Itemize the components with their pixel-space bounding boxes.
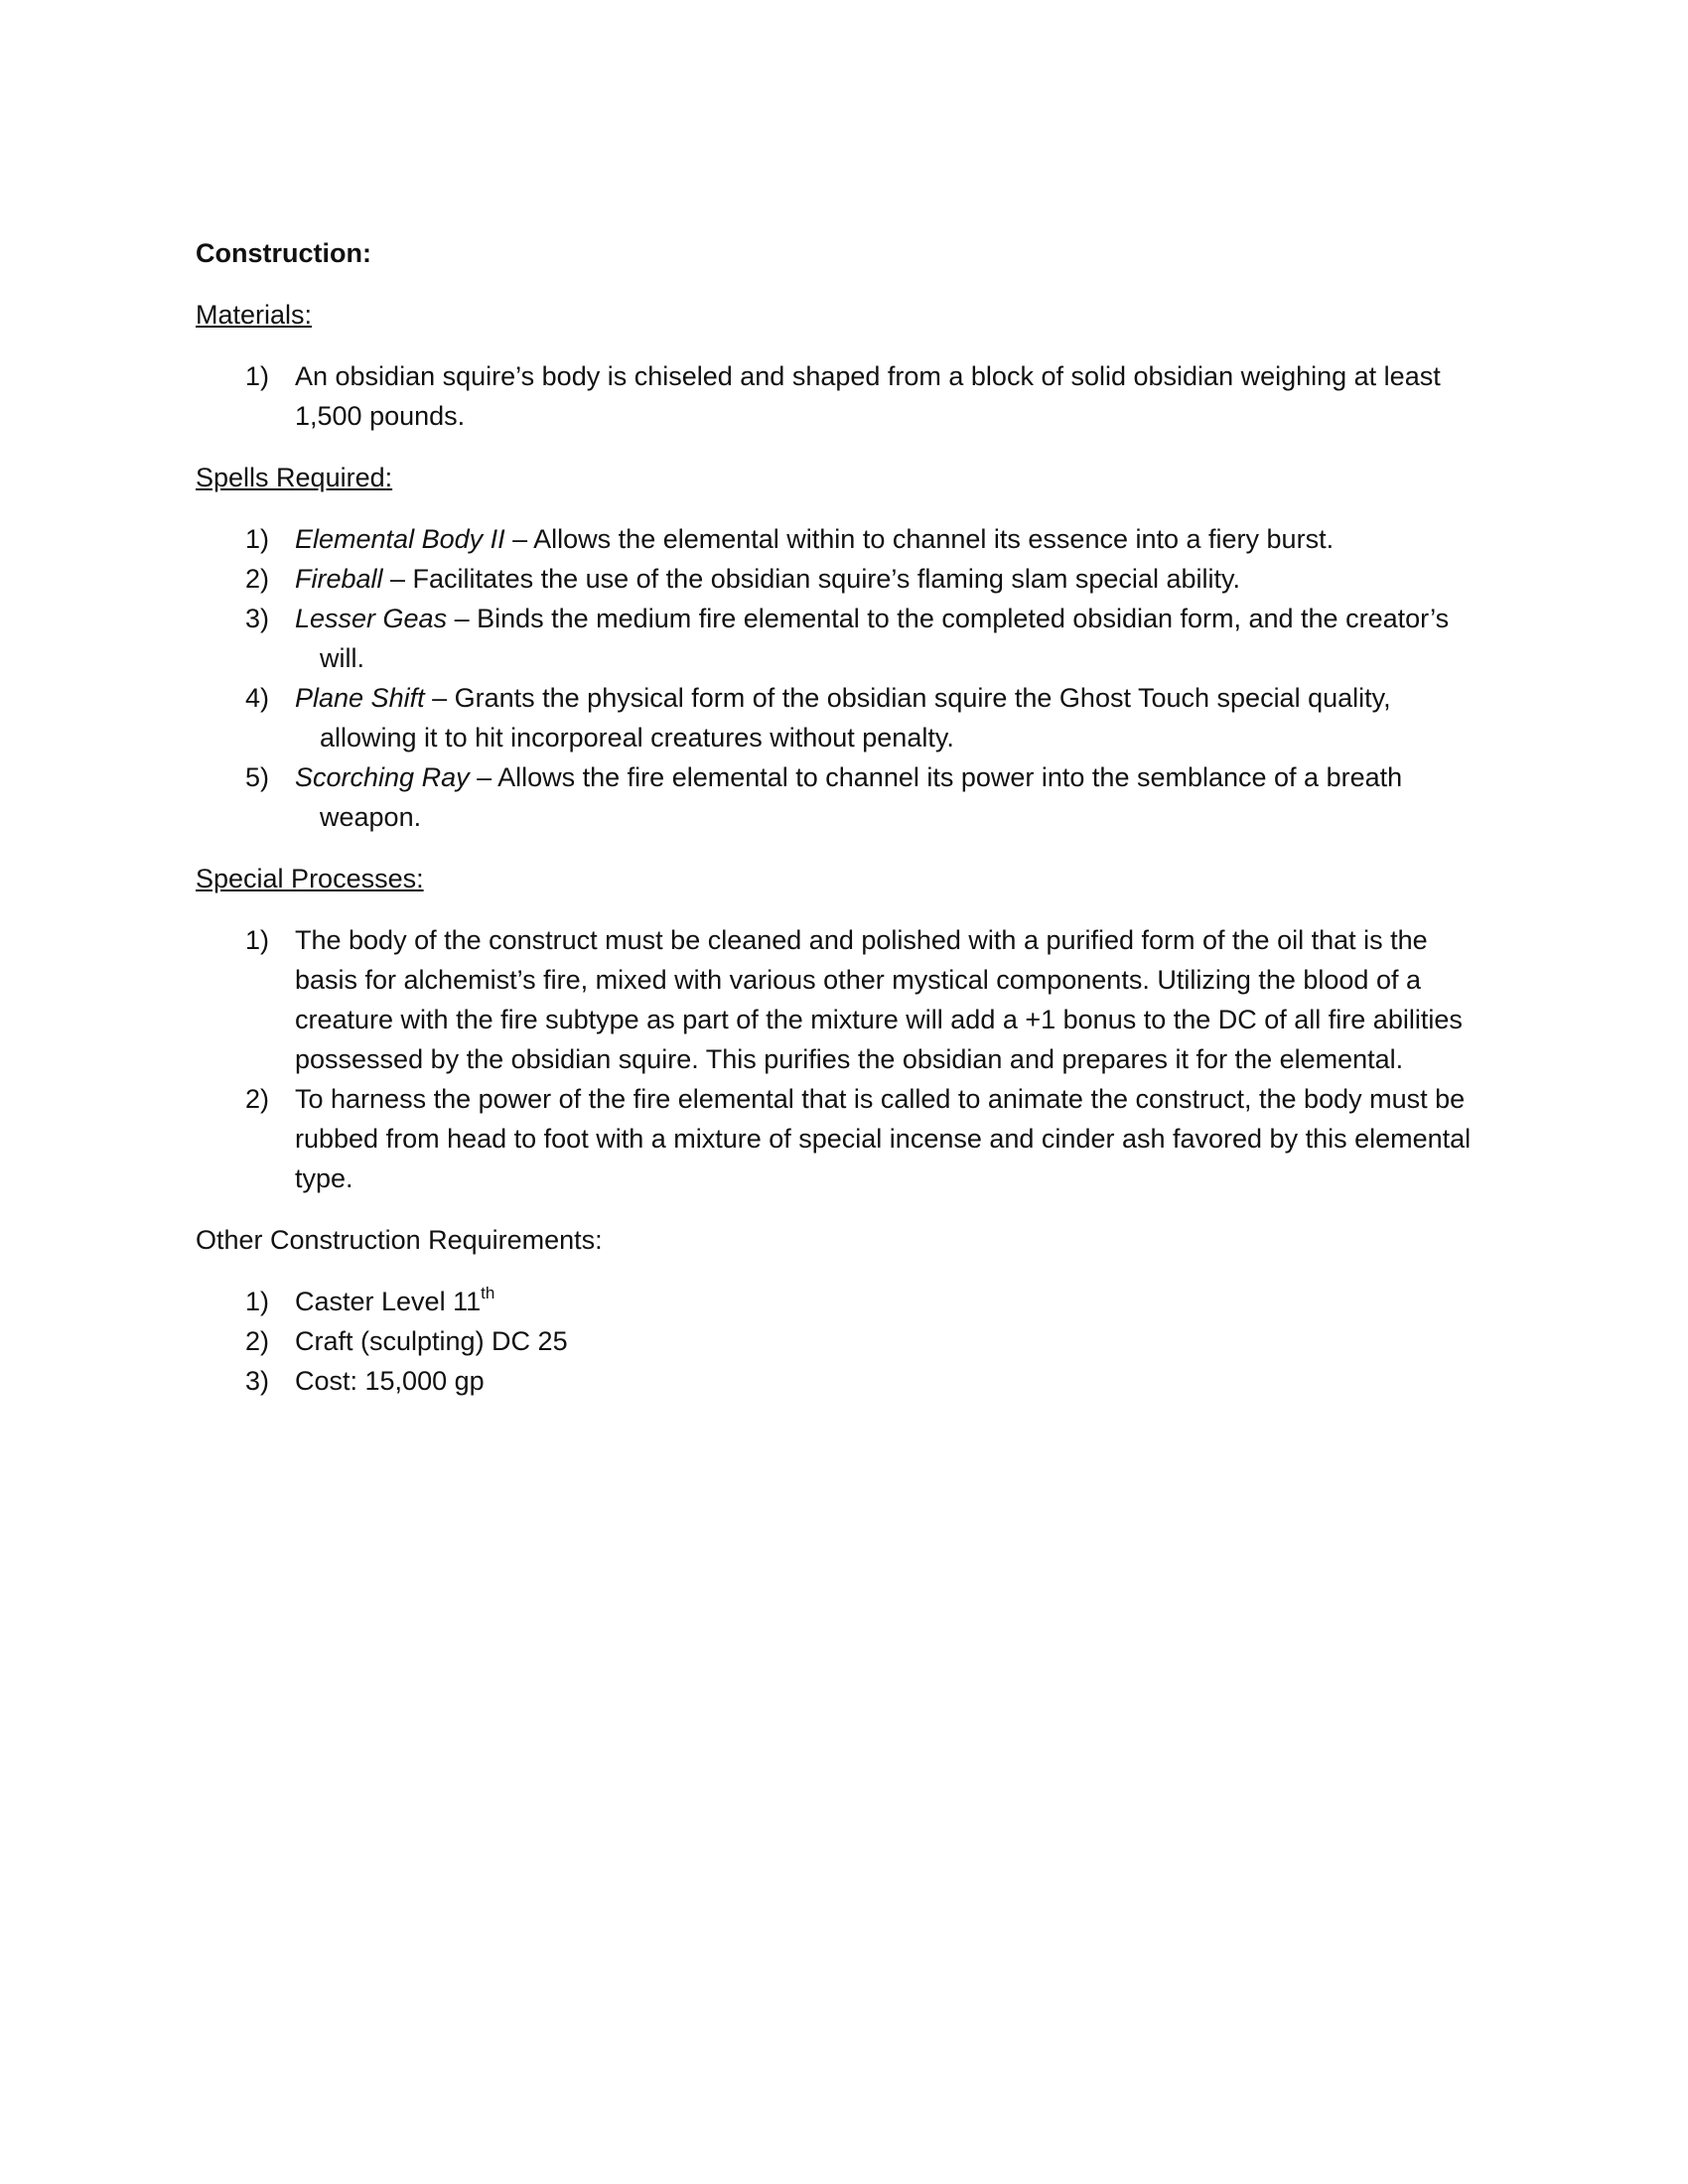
list-text	[295, 519, 1486, 559]
list-number: 1)	[245, 361, 270, 391]
materials-heading: Materials:	[196, 300, 313, 330]
ordinal-suffix: th	[481, 1284, 495, 1302]
list-number: 2)	[245, 1084, 270, 1114]
spell-description: – Facilitates the use of the obsidian squire’s flaming slam special ability.	[382, 564, 1240, 594]
list-number: 3)	[245, 1366, 270, 1396]
list-text	[295, 757, 1486, 837]
list-item	[196, 757, 1486, 837]
materials-list	[196, 356, 1486, 436]
list-item	[196, 1282, 1486, 1321]
other-requirements-list	[196, 1282, 1486, 1401]
list-number: 4)	[245, 683, 270, 713]
spell-description: – Allows the fire elemental to channel its power into the semblance of a breath weapon.	[320, 762, 1403, 832]
list-text: Craft (sculpting) DC 25	[295, 1326, 568, 1356]
list-text	[295, 559, 1486, 599]
processes-list	[196, 920, 1486, 1198]
spell-name: Fireball	[295, 564, 383, 594]
list-item	[196, 1321, 1486, 1361]
list-number: 2)	[245, 1326, 270, 1356]
list-text: An obsidian squire’s body is chiseled and shaped from a block of solid obsidian weighing at least 1,500 pounds.	[295, 361, 1441, 431]
spell-description: – Allows the elemental within to channel its essence into a fiery burst.	[504, 524, 1335, 554]
spell-name: Lesser Geas	[295, 604, 448, 633]
processes-heading: Special Processes:	[196, 864, 424, 893]
list-text	[295, 678, 1486, 757]
list-number: 1)	[245, 524, 270, 554]
list-item	[196, 920, 1486, 1079]
list-text: The body of the construct must be cleaned and polished with a purified form of the oil that is the basis for alchemist’s fire, mixed with various other mystical components. Utilizing the blood of a creature with the fire subtype as part of the mixture will add a +1 bonus to the DC of all fire abilities possessed by the obsidian squire. This purifies the obsidian and prepares it for the elemental.	[295, 925, 1463, 1074]
list-number: 2)	[245, 564, 270, 594]
list-item	[196, 1361, 1486, 1401]
list-item	[196, 356, 1486, 436]
list-text: Cost: 15,000 gp	[295, 1366, 485, 1396]
list-item	[196, 599, 1486, 678]
spell-description: – Grants the physical form of the obsidian squire the Ghost Touch special quality, allowing it to hit incorporeal creatures without penalty.	[320, 683, 1391, 752]
spell-name: Plane Shift	[295, 683, 425, 713]
list-item	[196, 1079, 1486, 1198]
spell-name: Scorching Ray	[295, 762, 470, 792]
list-item	[196, 519, 1486, 559]
spell-description: – Binds the medium fire elemental to the completed obsidian form, and the creator’s will.	[320, 604, 1450, 673]
list-text	[295, 1282, 1486, 1321]
document-page	[196, 233, 1486, 1423]
list-number: 1)	[245, 925, 270, 955]
page-title: Construction:	[196, 238, 371, 268]
spells-heading: Spells Required:	[196, 463, 393, 492]
list-text	[295, 599, 1486, 678]
caster-level-text: Caster Level 11	[295, 1287, 482, 1316]
list-number: 1)	[245, 1287, 270, 1316]
list-item	[196, 559, 1486, 599]
list-number: 5)	[245, 762, 270, 792]
spells-list	[196, 519, 1486, 837]
list-number: 3)	[245, 604, 270, 633]
list-text: To harness the power of the fire elemental that is called to animate the construct, the body must be rubbed from head to foot with a mixture of special incense and cinder ash favored by this elemental type.	[295, 1084, 1472, 1193]
other-requirements-heading: Other Construction Requirements:	[196, 1225, 603, 1255]
list-item	[196, 678, 1486, 757]
spell-name: Elemental Body II	[295, 524, 505, 554]
